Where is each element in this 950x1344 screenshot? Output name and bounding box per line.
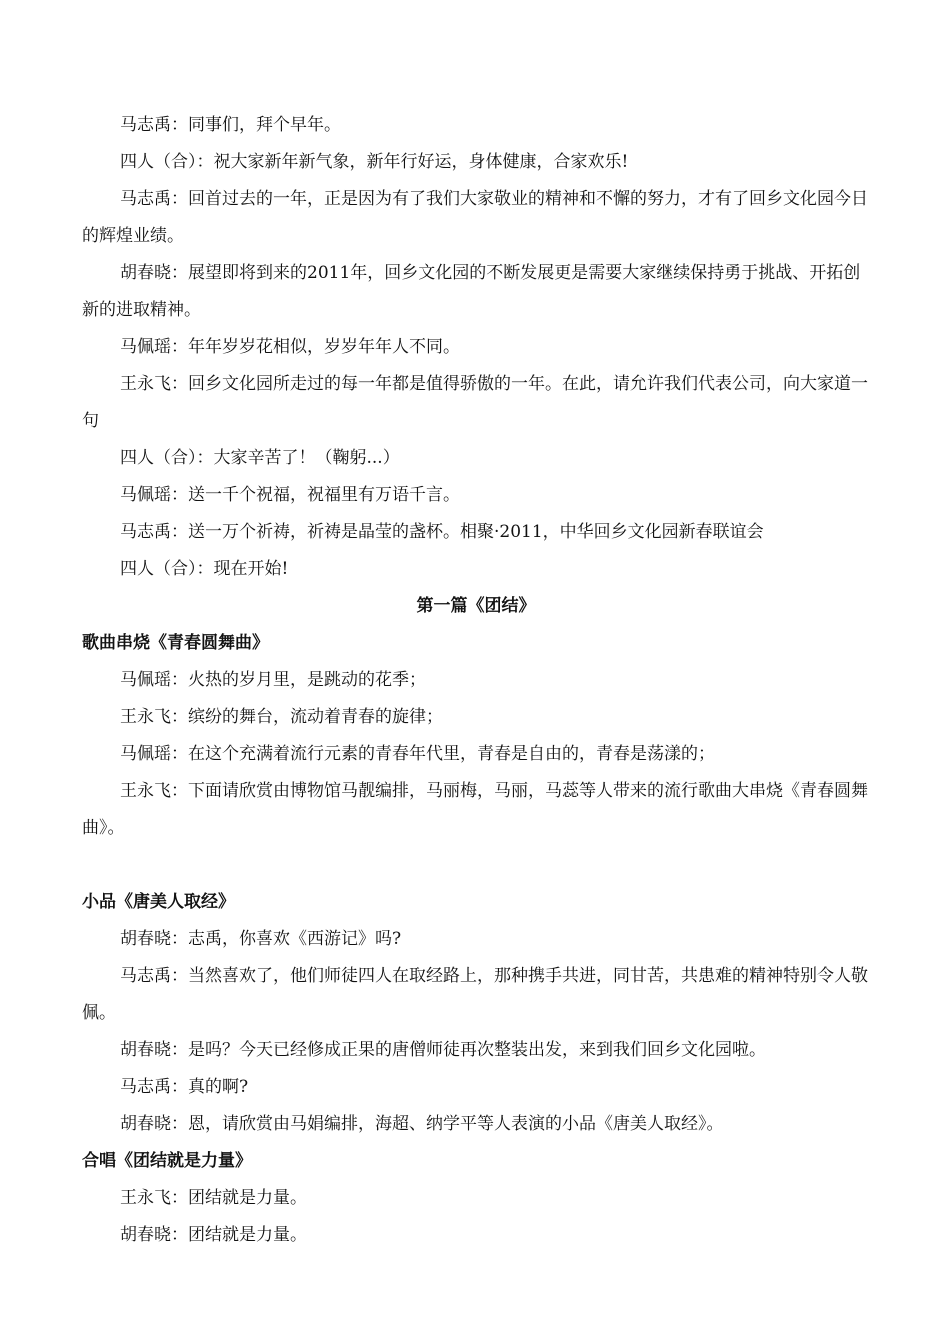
script-line: 马志禹：真的啊? (120, 1077, 249, 1097)
section-heading: 歌曲串烧《青春圆舞曲》 (82, 633, 269, 653)
part-title: 第一篇《团结》 (416, 596, 536, 616)
section-heading: 小品《唐美人取经》 (82, 892, 235, 912)
script-line: 马志禹：送一万个祈祷，祈祷是晶莹的盏杯。相聚·2011，中华回乡文化园新春联谊会 (120, 522, 764, 542)
blank-line (82, 847, 870, 884)
document-page (82, 107, 870, 1254)
script-line: 马佩瑶：送一千个祝福，祝福里有万语千言。 (120, 485, 460, 505)
script-line: 胡春晓：团结就是力量。 (120, 1225, 307, 1245)
script-line: 胡春晓：是吗？今天已经修成正果的唐僧师徒再次整装出发，来到我们回乡文化园啦。 (120, 1040, 766, 1060)
script-line: 王永飞：团结就是力量。 (120, 1188, 307, 1208)
script-line: 马佩瑶：年年岁岁花相似，岁岁年年人不同。 (120, 337, 460, 357)
script-line: 王永飞：缤纷的舞台，流动着青春的旋律； (120, 707, 443, 727)
script-line: 马志禹：同事们，拜个早年。 (120, 115, 341, 135)
script-line: 胡春晓：展望即将到来的2011年，回乡文化园的不断发展更是需要大家继续保持勇于挑战、开拓创新的进取精神。 (82, 263, 861, 320)
script-line: 四人（合）：祝大家新年新气象，新年行好运，身体健康，合家欢乐! (120, 152, 629, 172)
script-line: 王永飞：下面请欣赏由博物馆马靓编排，马丽梅，马丽，马蕊等人带来的流行歌曲大串烧《青春圆舞曲》。 (82, 781, 868, 838)
script-line: 马佩瑶：火热的岁月里，是跳动的花季； (120, 670, 426, 690)
script-line: 马志禹：当然喜欢了，他们师徒四人在取经路上，那种携手共进，同甘苦，共患难的精神特别令人敬佩。 (82, 966, 868, 1023)
script-line: 马佩瑶：在这个充满着流行元素的青春年代里，青春是自由的，青春是荡漾的； (120, 744, 715, 764)
script-line: 胡春晓：恩，请欣赏由马娟编排，海超、纳学平等人表演的小品《唐美人取经》。 (120, 1114, 724, 1134)
script-line: 马志禹：回首过去的一年，正是因为有了我们大家敬业的精神和不懈的努力，才有了回乡文化园今日的辉煌业绩。 (82, 189, 868, 246)
script-line: 四人（合）：大家辛苦了！（鞠躬...） (120, 448, 400, 468)
script-line: 四人（合）：现在开始! (120, 559, 289, 579)
script-line: 王永飞：回乡文化园所走过的每一年都是值得骄傲的一年。在此，请允许我们代表公司，向大家道一句 (82, 374, 868, 431)
script-line: 胡春晓：志禹，你喜欢《西游记》吗? (120, 929, 402, 949)
section-heading: 合唱《团结就是力量》 (82, 1151, 252, 1171)
